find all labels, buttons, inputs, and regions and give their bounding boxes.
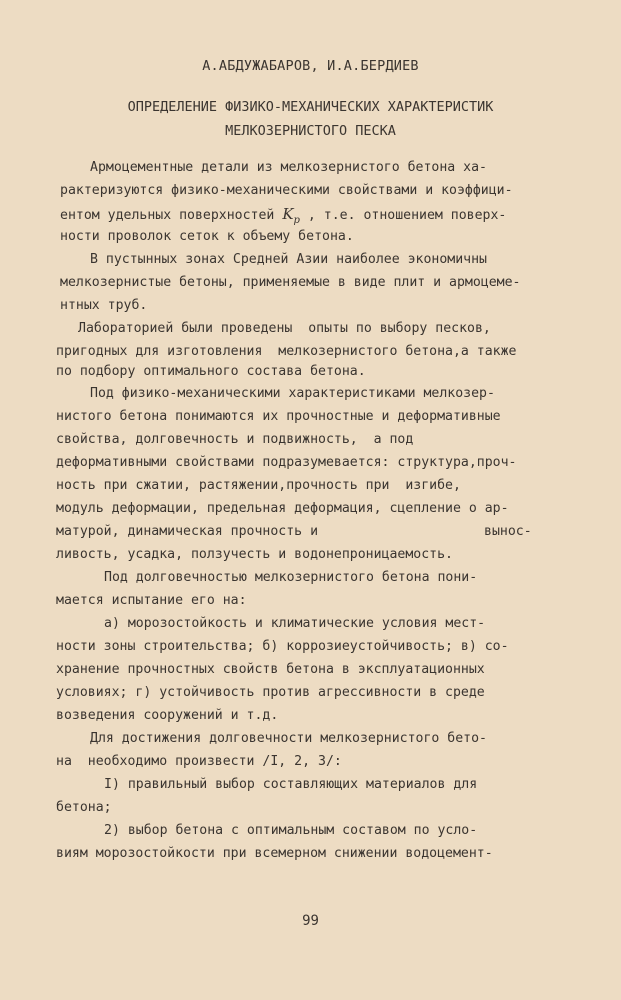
text-line: деформативными свойствами подразумевается: структура,проч- [56,455,517,470]
text-line: В пустынных зонах Средней Азии наиболее экономичны [90,252,487,267]
text-line: виям морозостойкости при всемерном снижении водоцемент- [56,846,493,861]
text-line: возведения сооружений и т.д. [56,708,279,723]
article-title [0,95,621,143]
text-line: 2) выбор бетона с оптимальным составом по усло- [104,823,478,838]
text-line: ливость, усадка, ползучесть и водонепроницаемость. [56,547,453,562]
text-line: условиях; г) устойчивость против агрессивности в среде [56,685,485,700]
text-line [60,204,506,224]
text-line: по подбору оптимального состава бетона. [56,364,366,379]
kp-letter: K [282,205,294,223]
page-number: 99 [302,913,319,929]
text-line: на необходимо произвести /I, 2, 3/: [56,754,342,769]
kp-subscript: p [293,215,300,226]
text-line: I) правильный выбор составляющих материалов для [104,777,478,792]
text-line: ности проволок сеток к объему бетона. [60,229,354,244]
text-line: Лабораторией были проведены опыты по выбору песков, [78,321,491,336]
text-line: Под физико-механическими характеристиками мелкозер- [90,386,495,401]
title-line-2: МЕЛКОЗЕРНИСТОГО ПЕСКА [225,123,396,139]
text-segment: ентом удельных поверхностей [60,208,283,223]
text-line: нтных труб. [60,298,148,313]
text-line: нистого бетона понимаются их прочностные и деформативные [56,409,501,424]
text-line: свойства, долговечность и подвижность, а под [56,432,414,447]
text-line: хранение прочностных свойств бетона в эксплуатационных [56,662,485,677]
text-line: а) морозостойкость и климатические условия мест- [104,616,486,631]
text-line: Армоцементные детали из мелкозернистого бетона ха- [90,160,487,175]
text-line: рактеризуются физико-механическими свойствами и коэффици- [60,183,513,198]
text-line: модуль деформации, предельная деформация, сцепление о ар- [56,501,509,516]
kp-symbol [282,205,300,226]
authors: А.АБДУЖАБАРОВ, И.А.БЕРДИЕВ [202,58,419,74]
text-line: пригодных для изготовления мелкозернистого бетона,а также [56,344,517,359]
title-line-1: ОПРЕДЕЛЕНИЕ ФИЗИКО-МЕХАНИЧЕСКИХ ХАРАКТЕРИСТИК [127,99,494,115]
text-line: ность при сжатии, растяжении,прочность при изгибе, [56,478,461,493]
text-line: Под долговечностью мелкозернистого бетона пони- [104,570,478,585]
text-line: матурой, динамическая прочность и [56,524,319,539]
text-line: бетона; [56,800,112,815]
text-segment: , т.е. отношением поверх- [299,208,507,223]
text-line: мелкозернистые бетоны, применяемые в виде плит и армоцеме- [60,275,521,290]
text-line: Для достижения долговечности мелкозернистого бето- [90,731,487,746]
text-line: мается испытание его на: [56,593,247,608]
text-line: ности зоны строительства; б) коррозиеустойчивость; в) со- [56,639,509,654]
text-line: вынос- [484,524,532,539]
